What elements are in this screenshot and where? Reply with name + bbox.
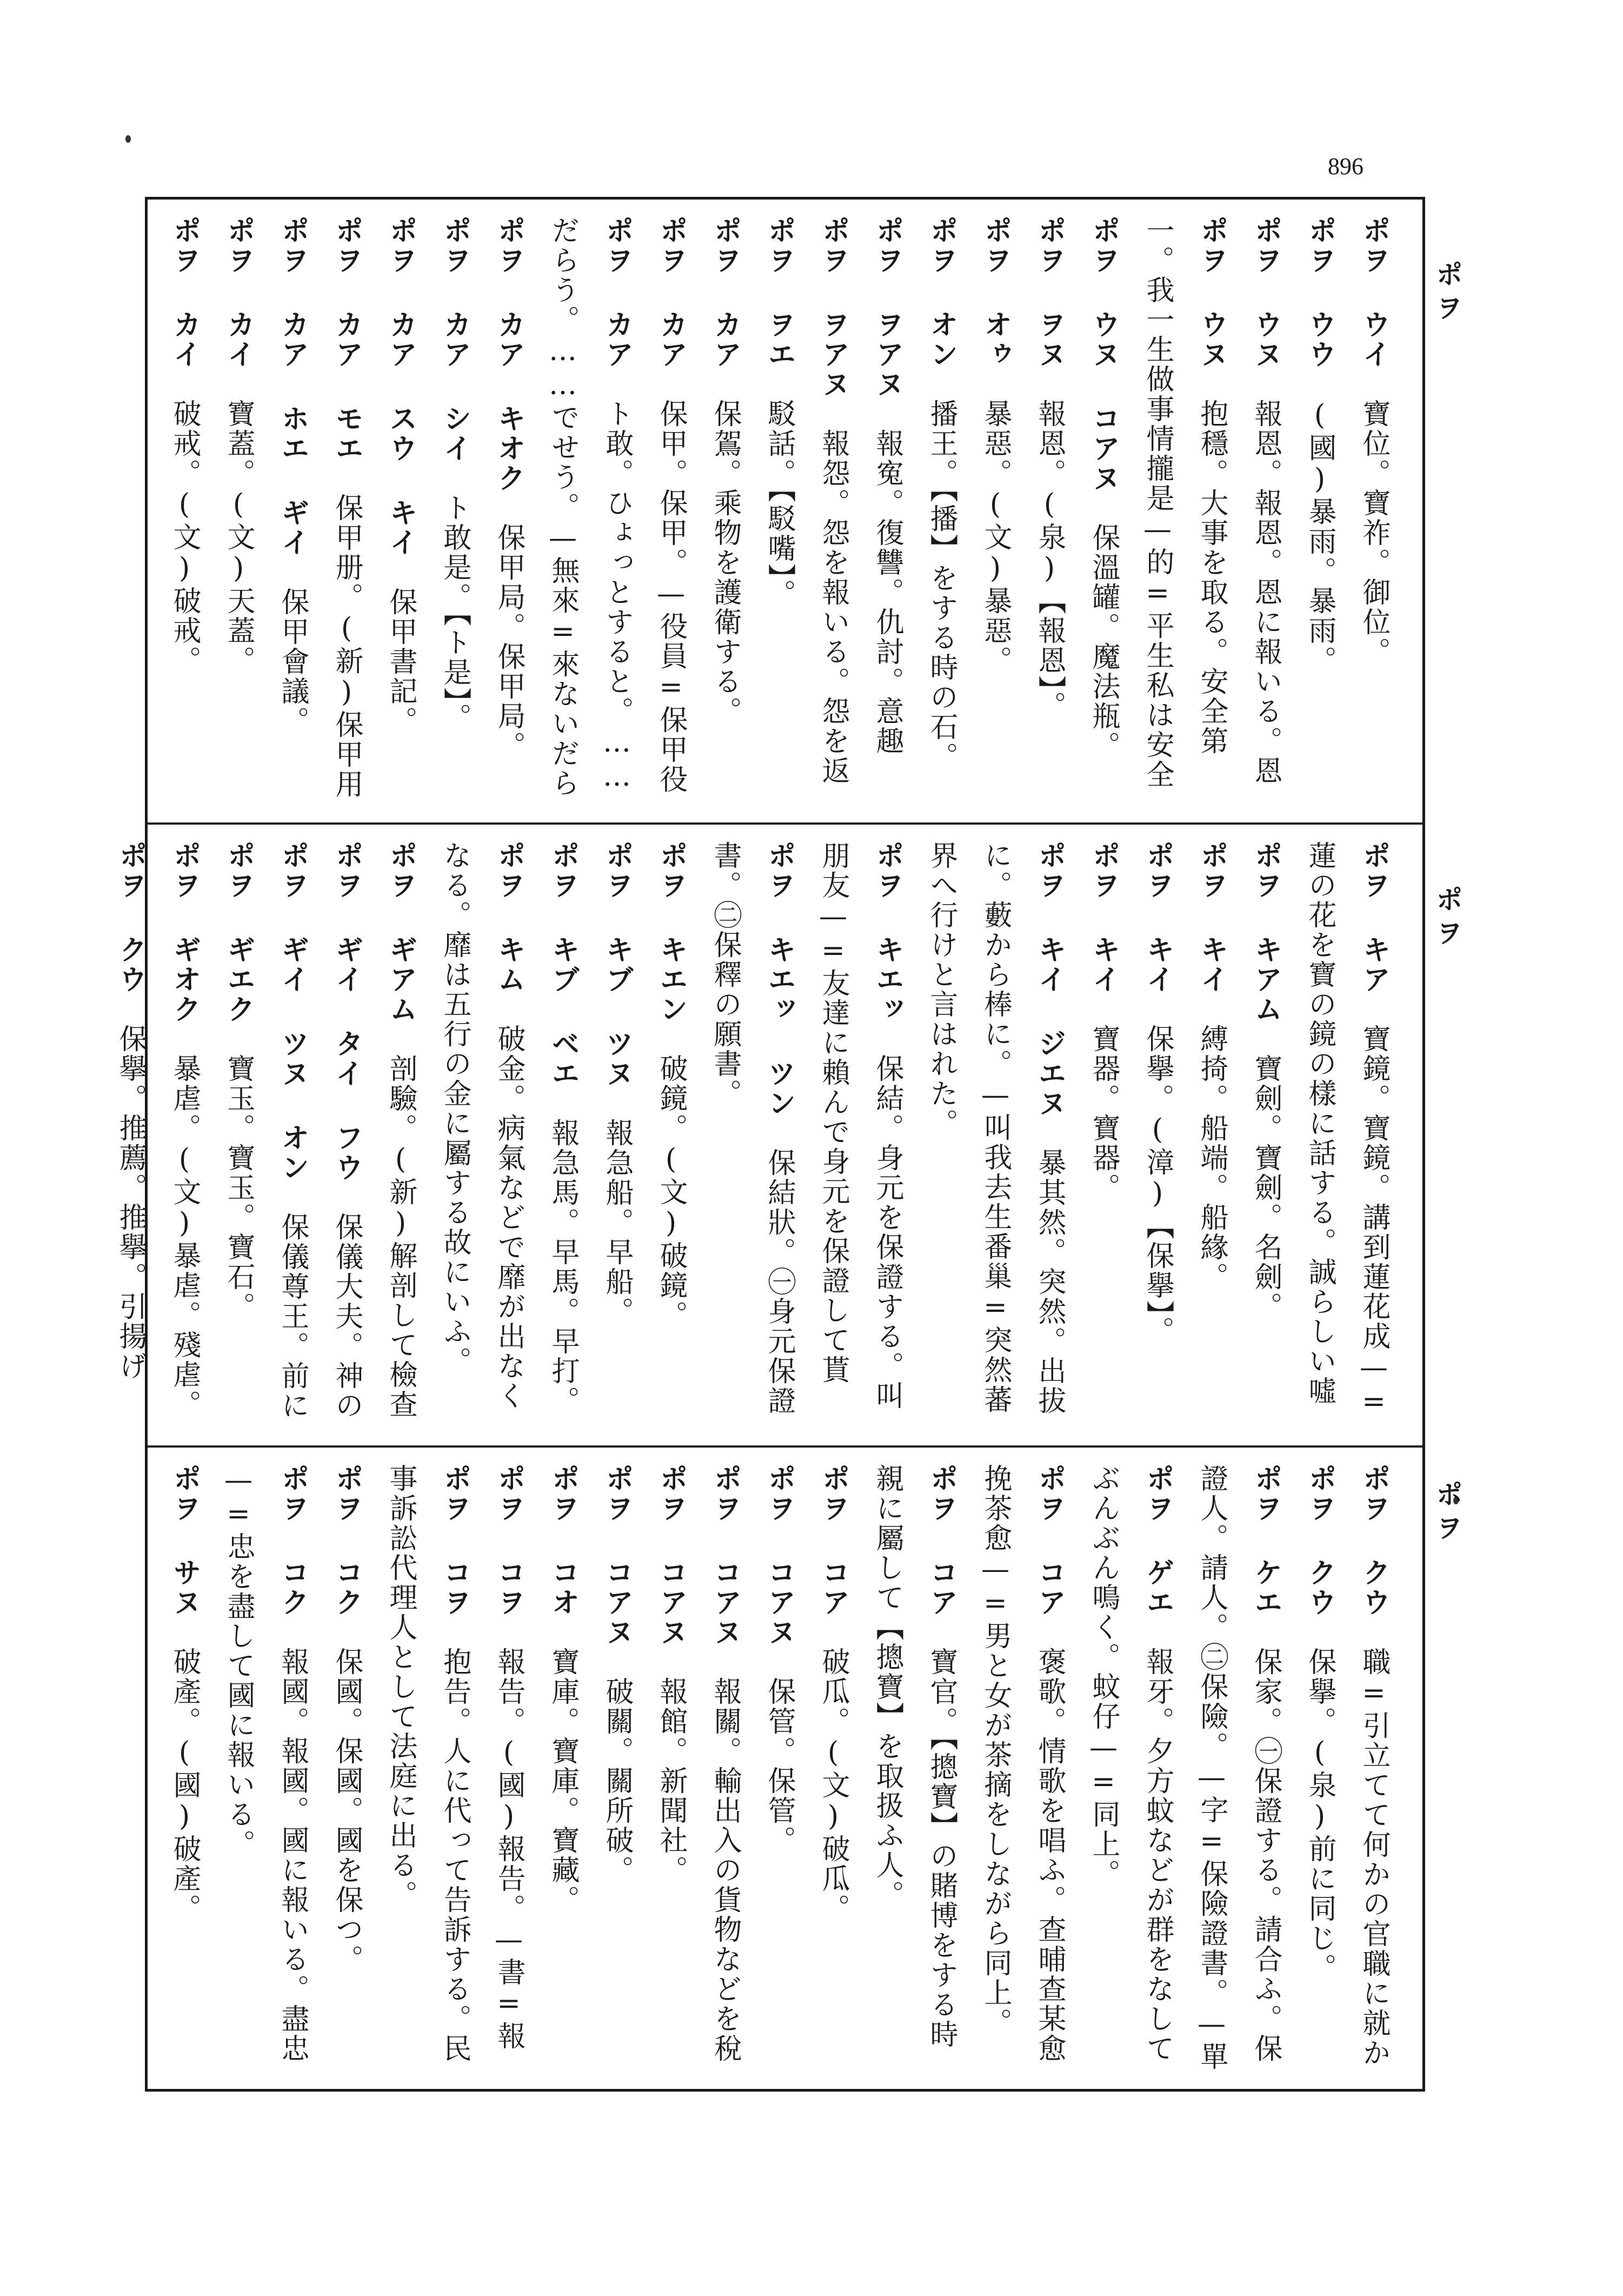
- entry-definition: 寶鏡。寶鏡。講到蓮花成—=蓮の花を寶の鏡の樣に話する。誠らしい噓: [1303, 841, 1390, 1419]
- entry-headword: ポヲ カア キオク: [493, 216, 526, 493]
- entry-definition: 保甲册。(新)保甲用: [330, 493, 363, 799]
- entry-headword: ポヲ ヲアヌ: [817, 216, 850, 399]
- dictionary-entry: [968, 1464, 1076, 2075]
- entry-headword: ポヲ ヲヌ: [1033, 216, 1066, 369]
- entry-headword: ポヲ キア: [1358, 841, 1391, 994]
- dictionary-entry: [752, 216, 806, 806]
- dictionary-entry: [1022, 216, 1076, 806]
- entry-headword: ポヲ キブ ツヌ: [601, 841, 634, 1089]
- dictionary-entry: [157, 216, 211, 806]
- entry-definition: 保管。保管。: [763, 1677, 795, 1855]
- entry-headword: ポヲ ヲエ: [763, 216, 796, 369]
- dictionary-entry: [698, 216, 752, 806]
- entry-headword: ポヲ ギアム: [384, 841, 417, 1024]
- section-head: ポヲ: [1432, 1480, 1464, 1547]
- entry-headword: ポヲ キイ ジエヌ: [1033, 841, 1066, 1118]
- entry-definition: 抱穩。大事を取る。安全第一。我一生做事情攏是—的=平生私は安全: [1141, 216, 1228, 789]
- section-head: ポヲ: [1432, 260, 1464, 327]
- entry-definition: 報寃。復讐。仇討。意趣: [871, 429, 903, 756]
- entry-headword: ポヲ ウウ: [1303, 216, 1336, 369]
- dictionary-entry: [1185, 841, 1239, 1429]
- dictionary-entry: [1293, 216, 1347, 806]
- dictionary-entry: [1076, 841, 1130, 1429]
- dictionary-entry: [860, 216, 914, 806]
- entry-definition: 破關。關所破。: [601, 1677, 633, 1885]
- dictionary-entry: [536, 841, 590, 1429]
- dictionary-entry: [1239, 216, 1293, 806]
- dictionary-entry: [1076, 216, 1130, 806]
- dictionary-entry: [1130, 841, 1185, 1429]
- entry-definition: 寶器。寶器。: [1087, 1024, 1120, 1203]
- entry-definition: 保擧。(泉)前に同じ。: [1303, 1647, 1336, 1983]
- entry-definition: 報恩。報恩。恩に報いる。恩: [1249, 399, 1282, 786]
- entry-definition: 寶庫。寶庫。寶藏。: [547, 1647, 579, 1915]
- dictionary-entry: [1130, 216, 1239, 806]
- entry-definition: 保儀尊王。前に: [276, 1212, 309, 1421]
- dictionary-entry: [374, 841, 428, 1429]
- entry-headword: ポヲ ゲエ: [1141, 1464, 1174, 1617]
- dictionary-section: [148, 200, 1464, 822]
- dictionary-entry: [320, 216, 374, 806]
- dictionary-entry: [482, 216, 536, 806]
- entry-definition: 暴其然。突然。出拔に。藪から棒に。—叫我去生番巢=突然蕃界へ行けと言はれた。: [925, 841, 1066, 1416]
- entry-headword: ポヲ キム: [493, 841, 526, 994]
- entry-headword: ポヲ オン: [925, 216, 958, 369]
- entry-headword: ポヲ ギエク: [222, 841, 255, 1024]
- entry-headword: ポヲ コアヌ: [763, 1464, 796, 1647]
- entry-headword: ポヲ クウ: [1303, 1464, 1336, 1617]
- dictionary-entry: [1293, 841, 1401, 1429]
- dictionary-entry: [103, 841, 157, 1429]
- dictionary-page-frame: [114, 197, 1464, 2092]
- dictionary-entry: [374, 1464, 482, 2075]
- dictionary-entry: [806, 841, 914, 1429]
- entry-definition: 報國。報國。國に報いる。盡忠—=忠を盡して國に報いる。: [222, 1464, 309, 2063]
- entry-headword: ポヲ キエン: [655, 841, 688, 1024]
- entry-definition: 破產。(國)破產。: [168, 1647, 201, 1923]
- entry-headword: ポヲ コアヌ: [601, 1464, 634, 1647]
- dictionary-entry: [806, 216, 860, 806]
- dictionary-entry: [644, 1464, 698, 2075]
- dictionary-entry: [265, 216, 320, 806]
- entry-headword: ポヲ コク: [276, 1464, 309, 1617]
- dictionary-entry: [1347, 1464, 1401, 2075]
- dictionary-section: [114, 822, 1464, 1445]
- entry-definition: 寶玉。寶玉。寶石。: [222, 1054, 255, 1322]
- entry-definition: 保鴐。乘物を護衛する。: [709, 399, 741, 726]
- dictionary-entry: [1239, 841, 1293, 1429]
- entry-headword: ポヲ コア: [925, 1464, 958, 1617]
- entry-headword: ポヲ ケエ: [1249, 1464, 1282, 1617]
- entry-headword: ポヲ コヲ: [493, 1464, 526, 1617]
- entry-headword: ポヲ ウヌ: [1249, 216, 1282, 369]
- entry-definition: 駁話。【駁嘴】。: [763, 399, 795, 609]
- entry-definition: 報館。新聞社。: [655, 1677, 687, 1885]
- entry-definition: 暴惡。(文)暴惡。: [979, 399, 1012, 675]
- entry-headword: ポヲ ギイ タイ フウ: [330, 841, 363, 1183]
- entry-headword: ポヲ ギオク: [168, 841, 201, 1024]
- entry-definition: 保甲。保甲。—役員=保甲役: [655, 399, 687, 794]
- entry-definition: 破金。病氣などで靡が出なくなる。靡は五行の金に屬する故にいふ。: [438, 841, 525, 1411]
- entry-definition: 破瓜。(文)破瓜。: [817, 1647, 849, 1923]
- dictionary-entry: [1347, 216, 1401, 806]
- entry-definition: 寶位。寶祚。御位。: [1358, 399, 1390, 667]
- entry-headword: ポヲ コク: [330, 1464, 363, 1617]
- entry-definition: 破戒。(文)破戒。: [168, 399, 201, 675]
- dictionary-entry: [1293, 1464, 1347, 2075]
- entry-headword: ポヲ カイ: [168, 216, 201, 369]
- entry-definition: 褒歌。情歌を唱ふ。查晡查某愈挽茶愈—=男と女が茶摘をしながら同上。: [979, 1464, 1066, 2063]
- entry-headword: ポヲ カア モエ: [330, 216, 363, 463]
- dictionary-entry: [320, 841, 374, 1429]
- entry-headword: ポヲ コアヌ: [655, 1464, 688, 1647]
- entry-definition: 保儀大夫。神の: [330, 1212, 363, 1421]
- entry-headword: ポヲ カア スウ キイ: [384, 216, 417, 558]
- entry-headword: ポヲ キブ ベエ: [547, 841, 580, 1089]
- entry-definition: 保擧。(漳)【保擧】。: [1141, 1024, 1174, 1346]
- dictionary-entry: [806, 1464, 860, 2075]
- entry-headword: ポヲ クウ: [114, 841, 147, 994]
- entry-definition: 寶蓋。(文)天蓋。: [222, 399, 255, 675]
- entry-definition: 保結狀。㊀身元保證書。㊁保釋の願書。: [709, 841, 795, 1416]
- dictionary-entry: [157, 1464, 211, 2075]
- entry-headword: ポヲ コアヌ: [709, 1464, 742, 1647]
- dictionary-entry: [157, 841, 211, 1429]
- entry-headword: ポヲ コア: [1033, 1464, 1066, 1617]
- entry-definition: 保擧。推薦。推擧。引揚げ: [114, 1024, 147, 1381]
- entry-headword: ポヲ カア ホエ ギイ: [276, 216, 309, 558]
- dictionary-section: [148, 1445, 1464, 2092]
- dictionary-entry: [590, 1464, 644, 2075]
- entry-definition: 寶劍。寶劍。名劍。: [1249, 1054, 1282, 1322]
- entry-headword: ポヲ キイ: [1141, 841, 1174, 994]
- entry-headword: ポヲ サヌ: [168, 1464, 201, 1617]
- entry-definition: ト敢。ひょっとすると。……だらう。……でせう。—無來=來ないだら: [547, 216, 633, 798]
- entry-definition: 報牙。夕方蚊などが群をなしてぶんぶん鳴く。蚊仔—=同上。: [1087, 1464, 1174, 2063]
- entry-definition: 保甲書記。: [384, 587, 417, 736]
- entry-headword: ポヲ オゥ: [979, 216, 1012, 369]
- entry-definition: 報恩。(泉)【報恩】。: [1033, 399, 1066, 721]
- dictionary-entry: [590, 841, 644, 1429]
- entry-definition: ト敢是。【ト是】。: [438, 493, 471, 733]
- scan-speck: [125, 135, 131, 143]
- entry-definition: (國)暴雨。暴雨。: [1303, 399, 1336, 675]
- entry-headword: ポヲ カア シイ: [438, 216, 471, 463]
- entry-definition: 剖驗。(新)解剖して檢查: [384, 1054, 417, 1419]
- dictionary-entry: [968, 216, 1022, 806]
- dictionary-entry: [428, 841, 536, 1429]
- entry-definition: 暴虐。(文)暴虐。殘虐。: [168, 1054, 201, 1419]
- dictionary-entry: [1076, 1464, 1185, 2075]
- dictionary-entry: [265, 841, 320, 1429]
- entry-headword: ポヲ キイ: [1087, 841, 1120, 994]
- dictionary-entry: [914, 841, 1076, 1429]
- entry-headword: ポヲ キエッ ツン: [763, 841, 796, 1118]
- entry-headword: ポヲ カイ: [222, 216, 255, 369]
- entry-definition: 縛掎。船端。船緣。: [1195, 1024, 1228, 1292]
- entry-definition: 保國。保國。國を保つ。: [330, 1647, 363, 1974]
- entry-definition: 報告。(國)報告。—書=報: [493, 1647, 525, 2051]
- entry-headword: ポヲ ウヌ: [1195, 216, 1228, 369]
- entry-headword: ポヲ カア: [709, 216, 742, 369]
- dictionary-entry: [374, 216, 428, 806]
- dictionary-entry: [536, 216, 644, 806]
- entry-definition: 抱告。人に代って告訴する。民事訴訟代理人として法庭に出る。: [384, 1464, 471, 2063]
- dictionary-entry: [644, 216, 698, 806]
- dictionary-entry: [211, 1464, 320, 2075]
- entry-definition: 保結。身元を保證する。叫朋友—=友達に賴んで身元を保證して貰: [817, 841, 903, 1411]
- dictionary-entry: [482, 1464, 536, 2075]
- entry-headword: ポヲ コア: [817, 1464, 850, 1617]
- dictionary-entry: [698, 841, 806, 1429]
- entry-headword: ポヲ ヲアヌ: [871, 216, 904, 399]
- entry-definition: 破鏡。(文)破鏡。: [655, 1054, 687, 1330]
- dictionary-entry: [698, 1464, 752, 2075]
- entry-list: [164, 216, 1401, 806]
- entry-headword: ポヲ キアム: [1249, 841, 1282, 1024]
- entry-list: [164, 1464, 1401, 2075]
- page-number: 896: [1328, 153, 1363, 180]
- dictionary-entry: [320, 1464, 374, 2075]
- dictionary-entry: [211, 216, 265, 806]
- entry-list: [114, 841, 1401, 1429]
- entry-definition: 報急馬。早馬。早打。: [547, 1118, 579, 1416]
- entry-headword: ポヲ カア: [601, 216, 634, 369]
- entry-definition: 保家。㊀保證する。請合ふ。保證人。請人。㊁保險。—字=保險證書。—單: [1195, 1464, 1282, 2072]
- dictionary-entry: [536, 1464, 590, 2075]
- entry-headword: ポヲ キイ: [1195, 841, 1228, 994]
- entry-definition: 保甲會議。: [276, 587, 309, 736]
- dictionary-entry: [428, 216, 482, 806]
- entry-definition: 報怨。怨を報いる。怨を返: [817, 429, 849, 786]
- dictionary-entry: [860, 1464, 968, 2075]
- entry-definition: 報關。輸出入の貨物などを稅: [709, 1677, 741, 2063]
- entry-headword: ポヲ ウイ: [1358, 216, 1391, 369]
- entry-headword: ポヲ コオ: [547, 1464, 580, 1617]
- dictionary-entry: [914, 216, 968, 806]
- entry-definition: 保甲局。保甲局。: [493, 523, 525, 761]
- section-head: ポヲ: [1432, 885, 1464, 952]
- dictionary-entry: [752, 1464, 806, 2075]
- dictionary-entry: [644, 841, 698, 1429]
- entry-headword: ポヲ コヲ: [438, 1464, 471, 1617]
- entry-definition: 寶官。【摠寶】の賭博をする時親に屬して【摠寶】を取扱ふ人。: [871, 1464, 957, 2049]
- entry-headword: ポヲ クウ: [1358, 1464, 1391, 1617]
- entry-headword: ポヲ キエッ: [871, 841, 904, 1024]
- entry-headword: ポヲ ウヌ コアヌ: [1087, 216, 1120, 493]
- entry-definition: 職=引立てて何かの官職に就か: [1358, 1647, 1390, 2068]
- dictionary-entry: [211, 841, 265, 1429]
- entry-headword: ポヲ ギイ ツヌ オン: [276, 841, 309, 1183]
- entry-headword: ポヲ カア: [655, 216, 688, 369]
- dictionary-entry: [1185, 1464, 1293, 2075]
- entry-definition: 報急船。早船。: [601, 1118, 633, 1326]
- entry-definition: 保溫罐。魔法瓶。: [1087, 523, 1120, 761]
- entry-definition: 播王。【播】をする時の石。: [925, 399, 957, 772]
